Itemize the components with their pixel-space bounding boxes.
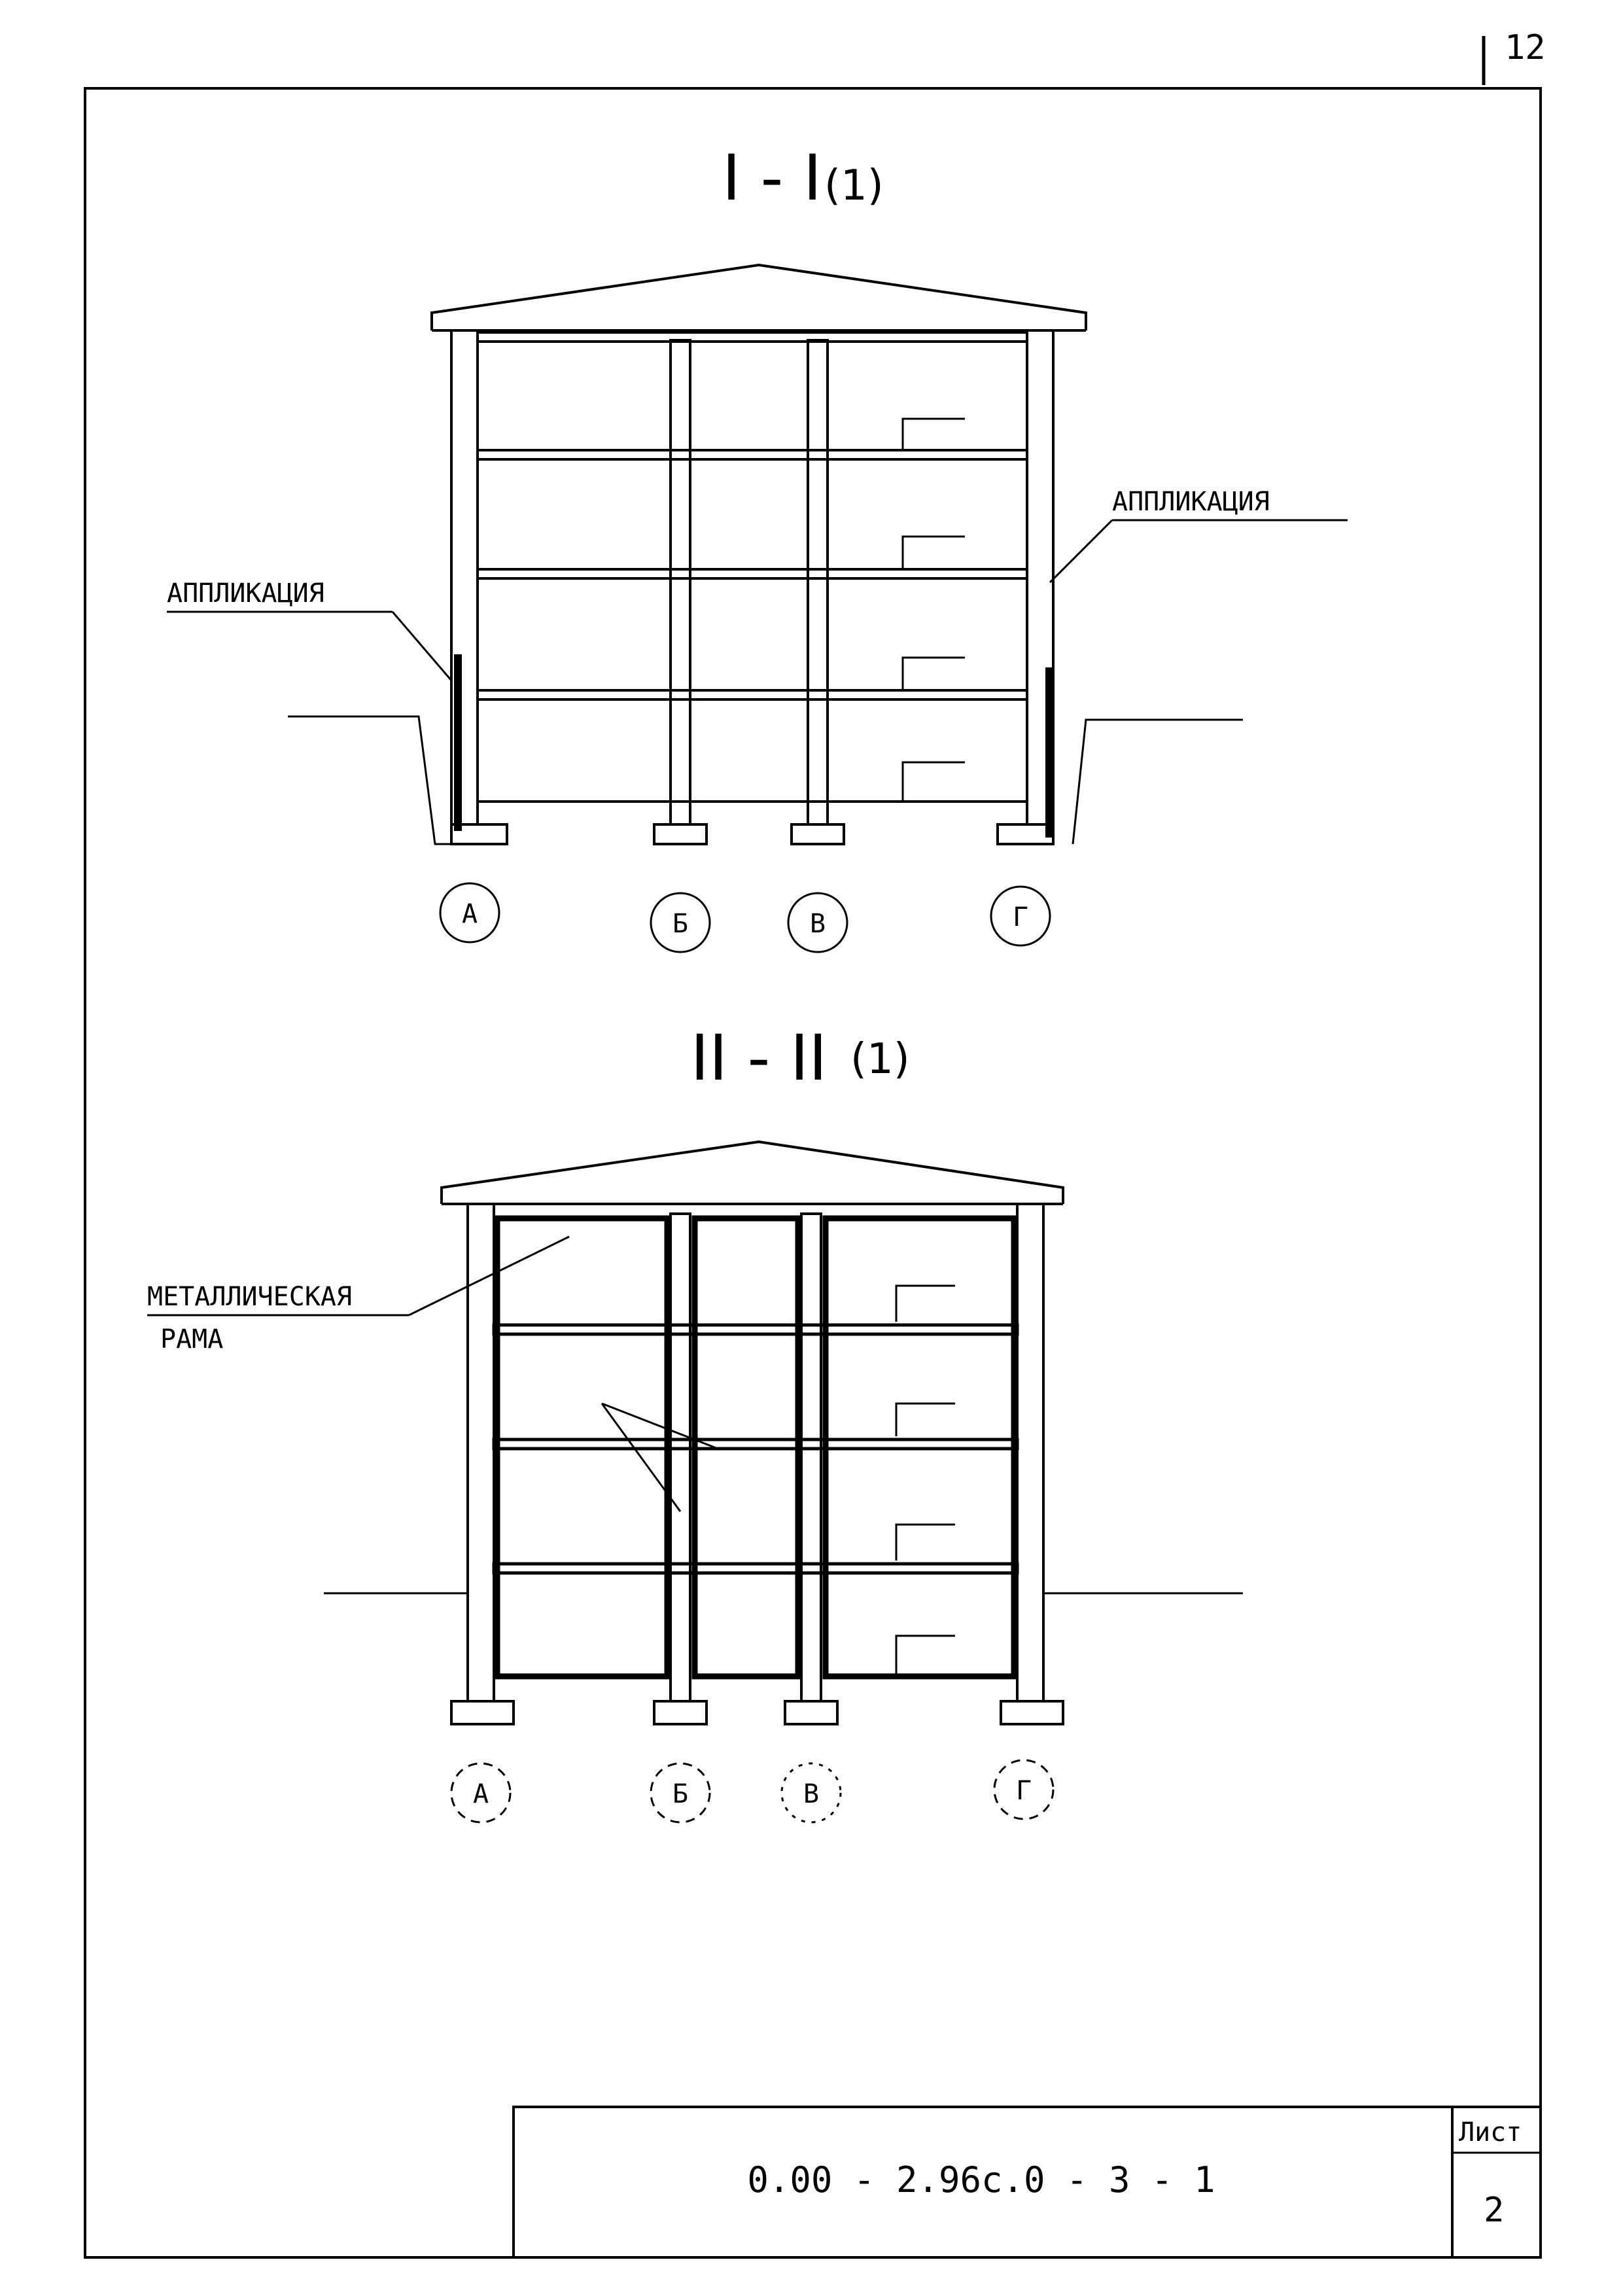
axis-label-2a: А: [472, 1779, 489, 1809]
axis-markers-1: [440, 883, 1050, 952]
axis-label-1b: Б: [672, 909, 689, 939]
roof-2: [442, 1142, 1063, 1204]
ground-line-1: [288, 716, 1243, 844]
axis-label-2d: Г: [1015, 1776, 1032, 1806]
page-number-block: [1484, 28, 1546, 85]
column-b-2: [671, 1214, 690, 1711]
applique-left: [454, 654, 462, 831]
drawing-frame: [85, 88, 1541, 2257]
roof-1: [432, 265, 1086, 330]
sheet-number: 2: [1484, 2191, 1505, 2230]
axis-label-1c: В: [809, 909, 826, 939]
level-markers-2: [896, 1286, 955, 1675]
annotation-applique-left: АППЛИКАЦИЯ: [167, 578, 324, 609]
section-1: [167, 141, 1348, 952]
frame-leaders: [602, 1404, 720, 1511]
axis-markers-2: [451, 1760, 1053, 1822]
section-2-title: II - II: [690, 1021, 828, 1095]
footings-1: [451, 824, 1053, 844]
title-block: [514, 2107, 1541, 2257]
section-1-title-suffix: (1): [824, 162, 884, 210]
floor-slabs-2: [494, 1325, 1017, 1573]
column-b-1: [671, 340, 690, 841]
document-code: 0.00 - 2.96с.0 - 3 - 1: [747, 2159, 1215, 2200]
wall-right-2: [1017, 1204, 1043, 1714]
page-number: 12: [1505, 28, 1546, 67]
annotation-metal-frame: МЕТАЛЛИЧЕСКАЯ: [147, 1282, 353, 1312]
section-1-title: I - I: [722, 141, 822, 215]
applique-right: [1045, 667, 1053, 838]
sheet-label: Лист: [1459, 2117, 1522, 2147]
column-v-2: [801, 1214, 821, 1711]
column-v-1: [808, 340, 828, 841]
annotation-applique-right: АППЛИКАЦИЯ: [1112, 487, 1270, 517]
axis-label-1a: А: [461, 899, 478, 929]
section-2: [147, 1021, 1243, 1822]
level-markers-1: [903, 419, 965, 802]
annotation-metal-frame-line2: РАМА: [160, 1324, 224, 1354]
axis-label-2c: В: [803, 1779, 820, 1809]
section-2-title-suffix: (1): [850, 1035, 910, 1084]
axis-label-1d: Г: [1012, 902, 1029, 932]
footings-2: [451, 1701, 1063, 1724]
axis-label-2b: Б: [672, 1779, 689, 1809]
floor-slabs-1: [478, 332, 1027, 802]
